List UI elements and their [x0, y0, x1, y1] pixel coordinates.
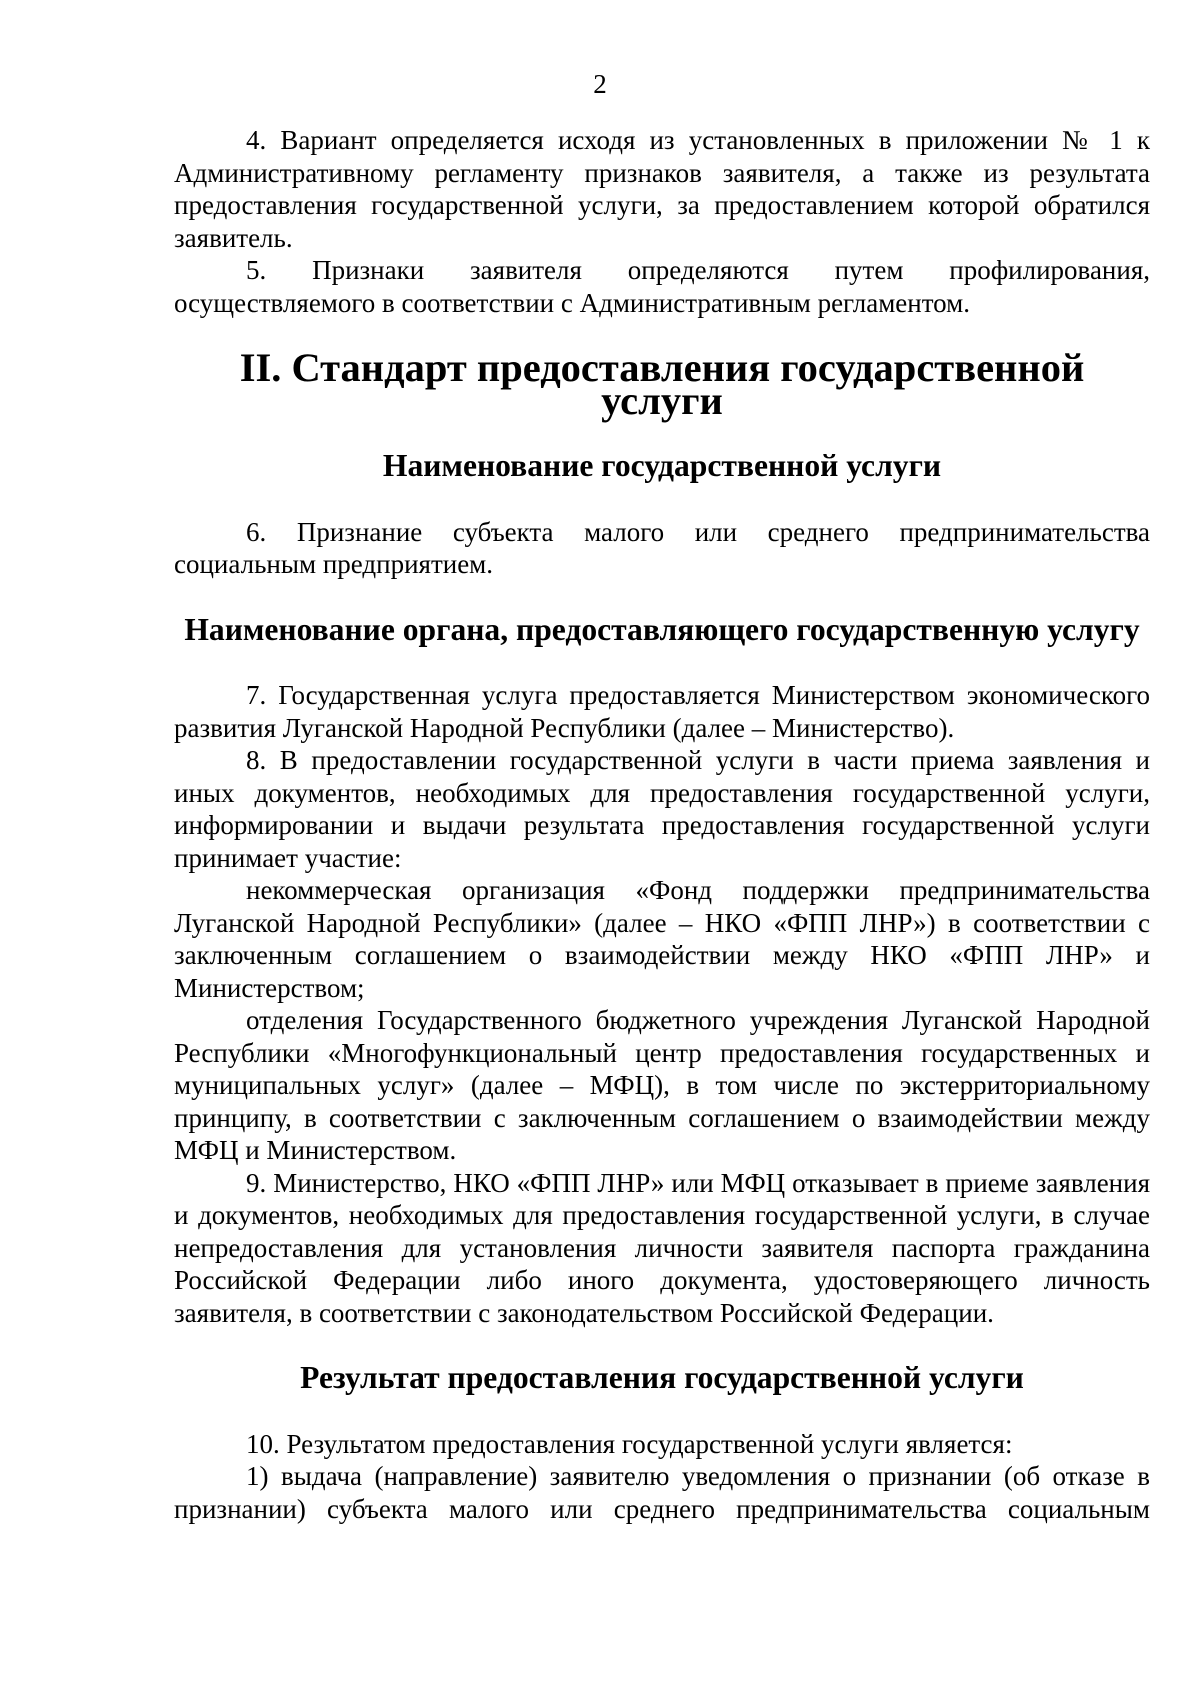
- document-body: [174, 124, 1150, 1525]
- paragraph-10-item-1: 1) выдача (направление) заявителю уведомления о признании (об отказе в признании) субъекта малого или среднего предпринимательства социальным: [174, 1461, 1150, 1524]
- paragraph-10: 10. Результатом предоставления государственной услуги является:: [246, 1428, 1013, 1459]
- paragraph-4: 4. Вариант определяется исходя из установленных в приложении № 1 к Административному регламенту признаков заявителя, а также из результата предоставления государственной услуги, за предоставлением которой обратился заявитель.: [174, 125, 1150, 253]
- heading-authority: Наименование органа, предоставляющего государственную услугу: [184, 611, 1140, 647]
- paragraph-9: 9. Министерство, НКО «ФПП ЛНР» или МФЦ отказывает в приеме заявления и документов, необходимых для предоставления государственной услуги, в случае непредоставления для установления личности заявителя паспорта гражданина Российской Федерации либо иного документа, удостоверяющего личность заявителя, в соответствии с законодательством Российской Федерации.: [174, 1167, 1150, 1328]
- paragraph-8-mfc: отделения Государственного бюджетного учреждения Луганской Народной Республики «Многофункциональный центр предоставления государственных и муниципальных услуг» (далее – МФЦ), в том числе по экстерриториальному принципу, в соответствии с заключенным соглашением о взаимодействии между МФЦ и Министерством.: [174, 1005, 1150, 1165]
- paragraph-5: 5. Признаки заявителя определяются путем профилирования, осуществляемого в соответствии с Административным регламентом.: [174, 255, 1150, 318]
- paragraph-7: 7. Государственная услуга предоставляется Министерством экономического развития Луганской Народной Республики (далее – Министерство).: [174, 680, 1150, 743]
- section-heading-standard: II. Стандарт предоставления государственной услуги: [239, 345, 1085, 423]
- paragraph-8-nko: некоммерческая организация «Фонд поддержки предпринимательства Луганской Народной Республики» (далее – НКО «ФПП ЛНР») в соответствии с заключенным соглашением о взаимодействии между НКО «ФПП ЛНР» и Министерством;: [174, 875, 1150, 1003]
- heading-result: Результат предоставления государственной услуги: [300, 1360, 1024, 1395]
- paragraph-6: 6. Признание субъекта малого или среднего предпринимательства социальным предприятием.: [174, 516, 1150, 579]
- paragraph-8: 8. В предоставлении государственной услуги в части приема заявления и иных документов, необходимых для предоставления государственной услуги, информировании и выдачи результата предоставления государственной услуги принимает участие:: [174, 745, 1150, 873]
- heading-service-name: Наименование государственной услуги: [382, 448, 942, 483]
- page-number: 2: [593, 69, 607, 99]
